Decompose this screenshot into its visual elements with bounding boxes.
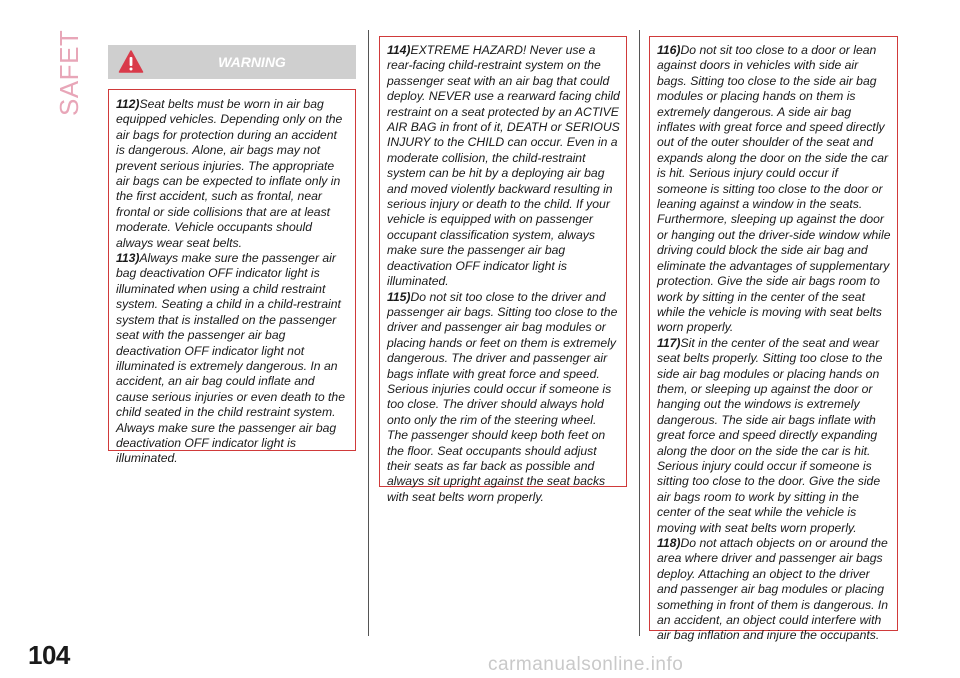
section-label xyxy=(52,30,86,120)
warning-number: 112) xyxy=(116,97,140,111)
warning-number: 114) xyxy=(387,43,411,57)
warning-item xyxy=(657,43,891,336)
warning-item xyxy=(116,97,349,251)
warning-number: 118) xyxy=(657,536,681,550)
warning-header xyxy=(108,45,356,79)
warning-item xyxy=(387,43,620,290)
warning-text: Do not sit too close to the driver and passenger air bags. Sitting too close to the driver and passenger air bag modules or placing hands or feet on them is extremely dangerous. The driver and passenger air bags inflate with great force and speed. Serious injuries could occur if someone is too close. The driver should always hold onto only the rim of the steering wheel. The passenger should keep both feet on the floor. Seat occupants should adjust their seats as far back as possible and always sit upright against the seat backs with seat belts worn properly. xyxy=(387,289,618,504)
warning-title: WARNING xyxy=(218,54,286,70)
warning-box-column-1 xyxy=(108,89,356,466)
warning-text: Seat belts must be worn in air bag equipped vehicles. Depending only on the air bags for protection during an accident is dangerous. Alone, air bags may not prevent serious injuries. The appropriate air bags can be expected to inflate only in the first accident, such as frontal, near frontal or side collisions that are at least moderate. Vehicle occupants should always wear seat belts. xyxy=(116,97,343,250)
warning-number: 115) xyxy=(387,289,411,304)
page-number: 104 xyxy=(28,640,70,670)
section-label-text: SAFETY xyxy=(54,30,84,116)
warning-box-column-2 xyxy=(379,36,627,504)
warning-item xyxy=(657,336,891,536)
warning-text: Do not attach objects on or around the area where driver and passenger air bags deploy. Attaching an object to the driver and passenger air bag modules or placing something in front of them is dangerous. In an accident, an object could interfere with air bag inflation and injure the occupants. xyxy=(657,536,889,643)
warning-number: 113) xyxy=(116,251,140,266)
column-divider-1 xyxy=(368,30,369,636)
warning-box-column-3 xyxy=(649,36,898,643)
column-divider-2 xyxy=(639,30,640,636)
warning-item xyxy=(116,251,349,467)
warning-text: Do not sit too close to a door or lean against doors in vehicles with side air bags. Sitting too close to the side air bag modules or placing hands on them is extremely dangerous. A side air bag inflates with great force and speed directly out of the outer shoulder of the seat and expands along the door on the side the car is hit. Serious injury could occur if someone is sitting too close to the door or leaning against a window in the seats. Furthermore, sleeping up against the door or hanging out the driver-side window while driving could block the side air bag and eliminate the advantages of supplementary protection. Give the side air bags room to work by sitting in the center of the seat while the vehicle is moving with seat belts worn properly. xyxy=(657,43,891,335)
watermark-text: carmanualsonline.info xyxy=(488,654,684,675)
warning-text: EXTREME HAZARD! Never use a rear-facing child-restraint system on the passenger seat with an air bag that could deploy. NEVER use a rearward facing child restraint on a seat protected by an ACTIVE AIR BAG in front of it, DEATH or SERIOUS INJURY to the CHILD can occur. Even in a moderate collision, the child-restraint system can be hit by a deploying air bag and moved violently backward resulting in serious injury or death to the child. If your vehicle is equipped with on passenger occupant classification system, always make sure the passenger air bag deactivation OFF indicator light is illuminated. xyxy=(387,43,620,289)
warning-number: 117) xyxy=(657,335,681,350)
warning-text: Always make sure the passenger air bag deactivation OFF indicator light is illuminated when using a child restraint system. Seating a child in a child-restraint system that is installed on the passenger seat with the passenger air bag deactivation OFF indicator light not illuminated is extremely dangerous. In an accident, an air bag could inflate and cause serious injuries or even death to the child seated in the child restraint system. Always make sure the passenger air bag deactivation OFF indicator light is illuminated. xyxy=(116,251,345,466)
warning-text: Sit in the center of the seat and wear seat belts properly. Sitting too close to the side air bag modules or placing hands on them, or sleeping up against the door or hanging out the windows is extremely dangerous. The side air bags inflate with great force and speed directly expanding along the door on the side the car is hit. Serious injury could occur if someone is sitting too close to the door. Give the side air bags room to work by sitting in the center of the seat while the vehicle is moving with seat belts worn properly. xyxy=(657,335,883,535)
warning-item xyxy=(387,290,620,506)
warning-number: 116) xyxy=(657,43,681,57)
warning-item xyxy=(657,536,891,644)
